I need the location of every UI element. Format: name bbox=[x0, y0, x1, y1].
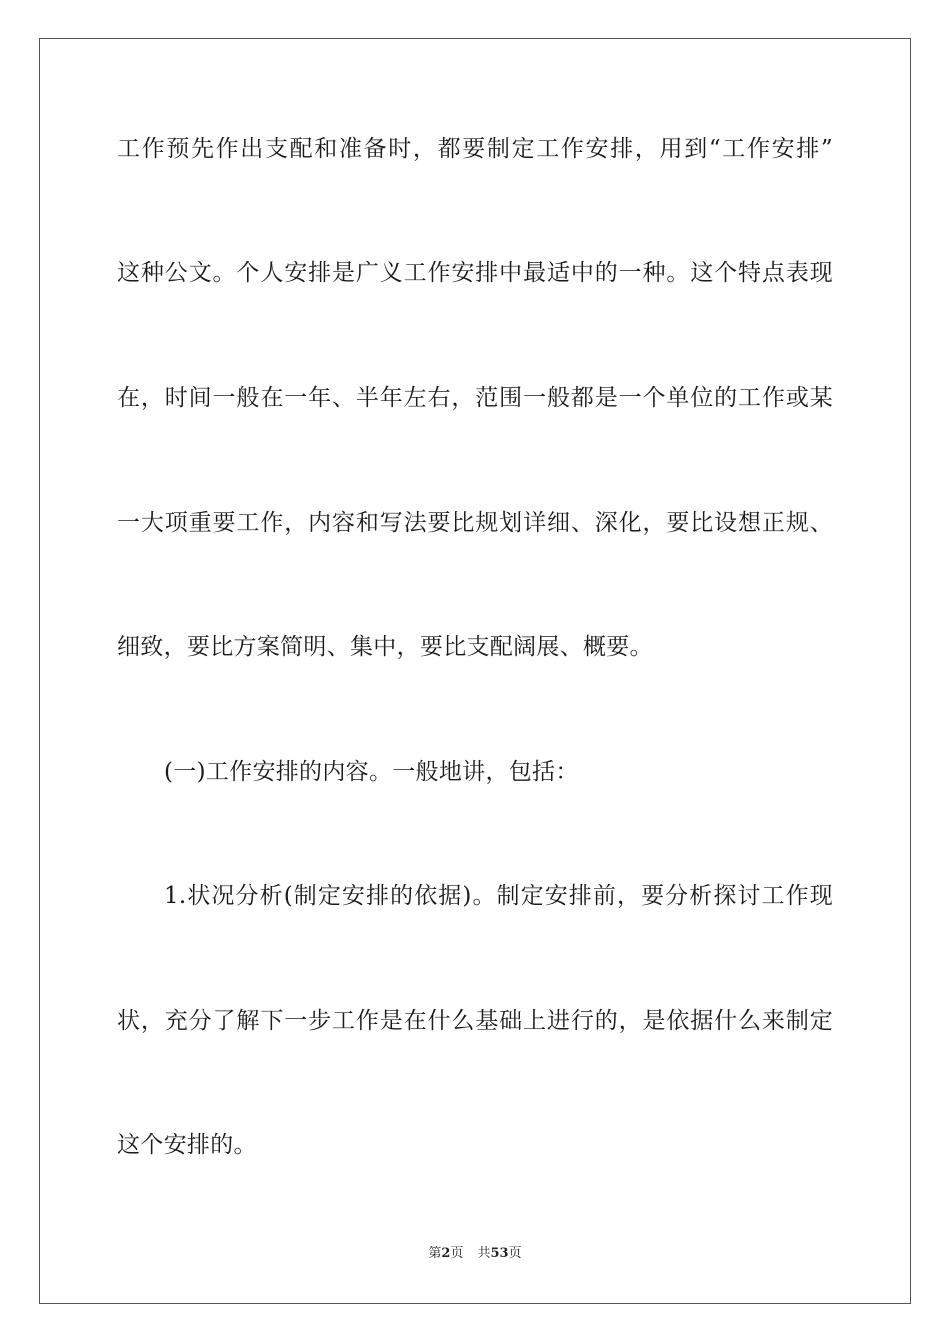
section-heading: (一)工作安排的内容。一般地讲，包括： bbox=[164, 759, 579, 785]
body-text-line-1: 工作预先作出支配和准备时，都要制定工作安排，用到“工作安排” bbox=[117, 136, 833, 162]
current-page-number: 2 bbox=[441, 1246, 451, 1261]
page-footer bbox=[0, 1245, 950, 1263]
body-text-line-8: 状，充分了解下一步工作是在什么基础上进行的，是依据什么来制定 bbox=[117, 1008, 833, 1034]
total-pages-number: 53 bbox=[490, 1246, 509, 1261]
body-text-line-5: 细致，要比方案简明、集中，要比支配阔展、概要。 bbox=[117, 634, 653, 660]
body-text-line-3: 在，时间一般在一年、半年左右，范围一般都是一个单位的工作或某 bbox=[117, 385, 833, 411]
body-text-line-2: 这种公文。个人安排是广义工作安排中最适中的一种。这个特点表现 bbox=[117, 260, 833, 286]
footer-page-suffix: 页 bbox=[450, 1246, 464, 1261]
body-text-line-4: 一大项重要工作，内容和写法要比规划详细、深化，要比设想正规、 bbox=[117, 510, 833, 536]
body-text-line-7: 1.状况分析(制定安排的依据)。制定安排前，要分析探讨工作现 bbox=[164, 883, 833, 909]
page-border bbox=[39, 38, 911, 1304]
footer-total-prefix: 共 bbox=[477, 1246, 491, 1261]
footer-total-suffix: 页 bbox=[508, 1246, 522, 1261]
footer-prefix: 第 bbox=[428, 1246, 442, 1261]
body-text-line-9: 这个安排的。 bbox=[117, 1132, 257, 1158]
